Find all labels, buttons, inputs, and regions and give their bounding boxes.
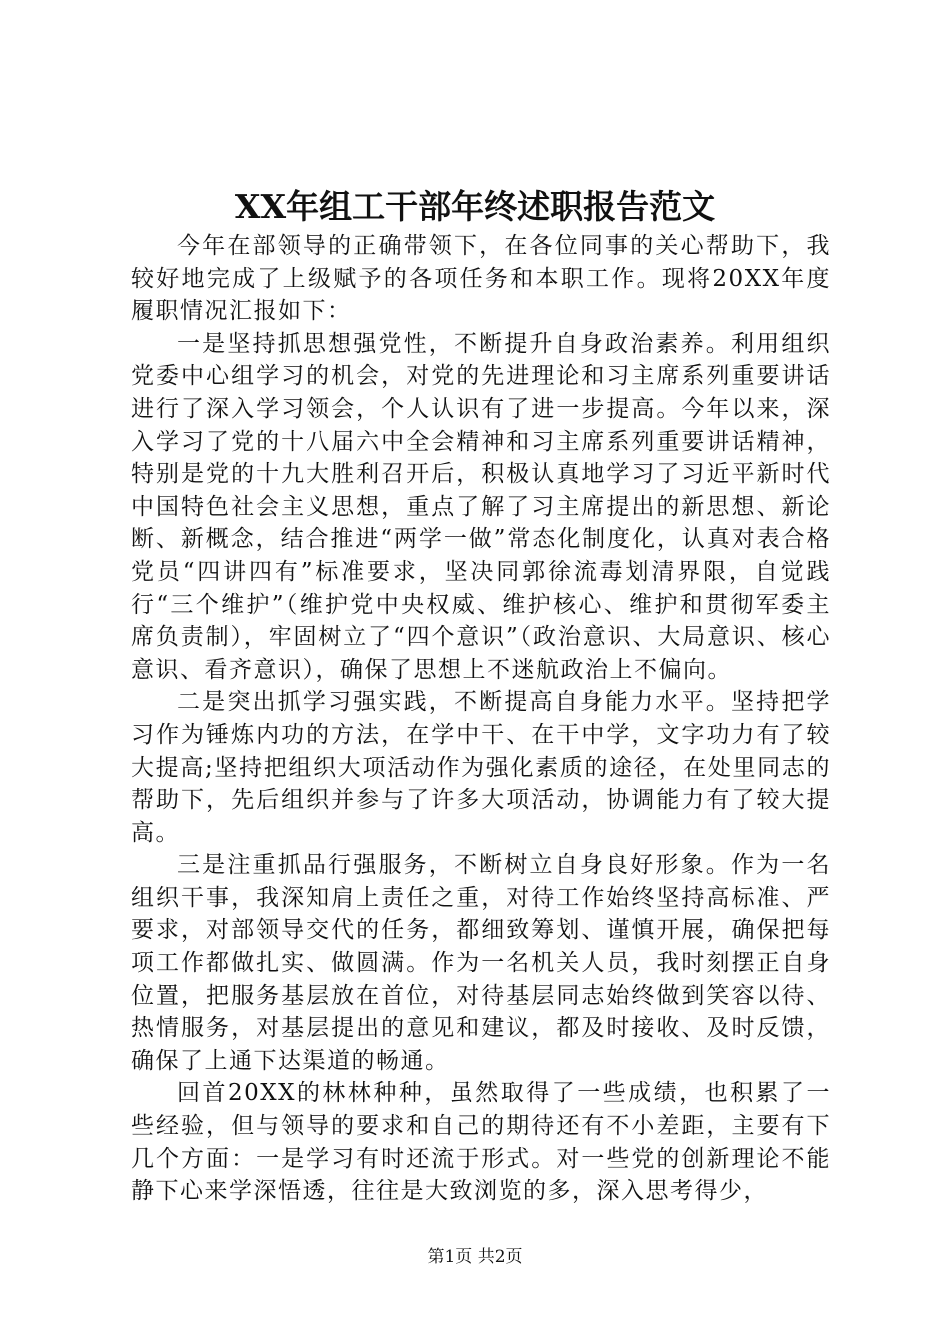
page-number: 第1页 共2页 (427, 1247, 523, 1267)
document-body (131, 230, 831, 1208)
paragraph-review: 回首20XX的林林种种，虽然取得了一些成绩，也积累了一些经验，但与领导的要求和自己的期待还有不小差距，主要有下几个方面：一是学习有时还流于形式。对一些党的创新理论不能静下心来学深悟透，往往是大致浏览的多，深入思考得少， (131, 1080, 831, 1205)
paragraph-study: 二是突出抓学习强实践，不断提高自身能力水平。坚持把学习作为锤炼内功的方法，在学中干、在干中学，文字功力有了较大提高;坚持把组织大项活动作为强化素质的途径，在处里同志的帮助下，先后组织并参与了许多大项活动，协调能力有了较大提高。 (131, 689, 831, 846)
paragraph-intro: 今年在部领导的正确带领下，在各位同事的关心帮助下，我较好地完成了上级赋予的各项任务和本职工作。现将20XX年度履职情况汇报如下： (131, 233, 831, 325)
document-title: XX年组工干部年终述职报告范文 (234, 187, 716, 226)
paragraph-politics: 一是坚持抓思想强党性，不断提升自身政治素养。利用组织党委中心组学习的机会，对党的先进理论和习主席系列重要讲话进行了深入学习领会，个人认识有了进一步提高。今年以来，深入学习了党的十八届六中全会精神和习主席系列重要讲话精神，特别是党的十九大胜利召开后，积极认真地学习了习近平新时代中国特色社会主义思想，重点了解了习主席提出的新思想、新论断、新概念，结合推进“两学一做”常态化制度化，认真对表合格党员“四讲四有”标准要求，坚决同郭徐流毒划清界限，自觉践行“三个维护”（维护党中央权威、维护核心、维护和贯彻军委主席负责制），牢固树立了“四个意识”（政治意识、大局意识、核心意识、看齐意识），确保了思想上不迷航政治上不偏向。 (131, 330, 831, 683)
paragraph-service: 三是注重抓品行强服务，不断树立自身良好形象。作为一名组织干事，我深知肩上责任之重，对待工作始终坚持高标准、严要求，对部领导交代的任务，都细致筹划、谨慎开展，确保把每项工作都做扎实、做圆满。作为一名机关人员，我时刻摆正自身位置，把服务基层放在首位，对待基层同志始终做到笑容以待、热情服务，对基层提出的意见和建议，都及时接收、及时反馈，确保了上通下达渠道的畅通。 (131, 852, 831, 1074)
